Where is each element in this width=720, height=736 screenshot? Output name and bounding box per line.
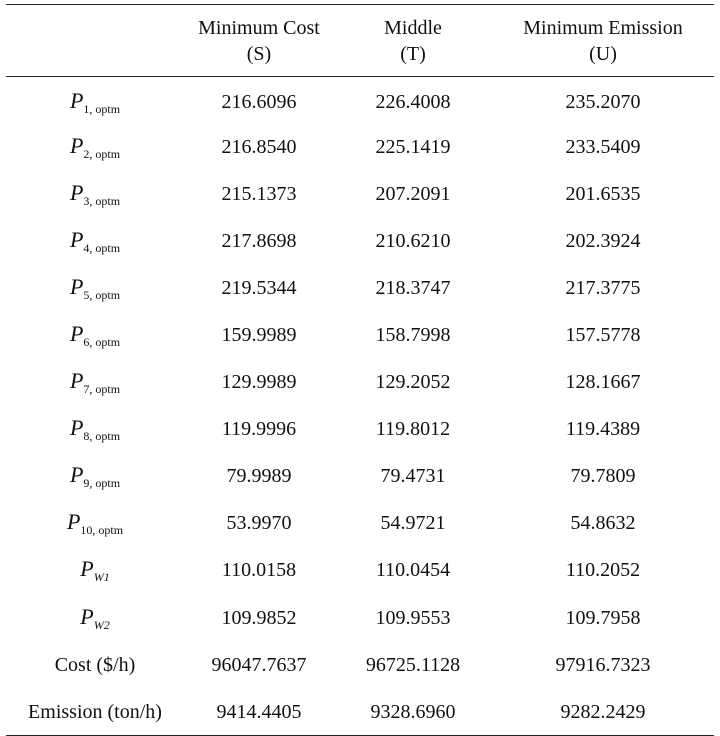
cell-middle: 79.4731 (380, 465, 446, 488)
row-label: $P_{2, optm}$ (69, 132, 121, 161)
cell-min-cost: 53.9970 (226, 512, 292, 535)
header-min-emission (492, 5, 714, 77)
table-row (6, 453, 714, 500)
row-label: $P_{7, optm}$ (69, 368, 121, 397)
table-row (6, 124, 714, 171)
table-row (6, 406, 714, 453)
cell-min-cost: 79.9989 (226, 465, 292, 488)
cost-row (6, 642, 714, 689)
cell-min-emission: 119.4389 (565, 418, 641, 441)
row-label: $P_{5, optm}$ (69, 273, 121, 302)
cell-min-emission: 217.3775 (565, 276, 641, 299)
row-label: $P_{3, optm}$ (69, 179, 121, 208)
header-min-cost (184, 5, 334, 77)
header-code: (T) (400, 42, 426, 65)
cell-min-cost: 217.8698 (221, 229, 297, 252)
table-row (6, 500, 714, 547)
cell-min-cost: 215.1373 (221, 182, 297, 205)
cell-min-emission: 128.1667 (565, 371, 641, 394)
cell-middle: 109.9553 (375, 606, 451, 629)
cell-middle: 225.1419 (375, 135, 451, 158)
cell-min-emission: 54.8632 (570, 512, 636, 535)
header-row (6, 5, 714, 77)
cell-min-emission: 79.7809 (570, 465, 636, 488)
cell-min-cost: 119.9996 (221, 418, 297, 441)
cell-min-cost: 96047.7637 (211, 653, 307, 676)
cell-middle: 119.8012 (375, 418, 451, 441)
cell-middle: 218.3747 (375, 276, 451, 299)
header-code: (S) (246, 42, 272, 65)
cell-min-cost: 129.9989 (221, 371, 297, 394)
cell-min-emission: 9282.2429 (492, 689, 714, 736)
row-label: Cost ($/h) (54, 653, 136, 676)
cell-middle: 96725.1128 (365, 653, 461, 676)
table-row (6, 547, 714, 594)
table-row (6, 77, 714, 124)
emission-row (6, 689, 714, 736)
cell-min-emission: 97916.7323 (555, 653, 651, 676)
cell-min-cost: 9414.4405 (184, 689, 334, 736)
header-middle (334, 5, 492, 77)
table-row (6, 218, 714, 265)
table-row (6, 312, 714, 359)
cell-middle: 54.9721 (380, 512, 446, 535)
row-label: $P_{W1}$ (80, 556, 110, 585)
row-label: $P_{4, optm}$ (69, 226, 121, 255)
cell-min-cost: 216.6096 (221, 91, 297, 114)
header-name: Minimum Emission (523, 16, 683, 39)
row-label: Emission (ton/h) (6, 689, 184, 736)
row-label: $P_{9, optm}$ (69, 462, 121, 491)
cell-middle: 226.4008 (375, 91, 451, 114)
table-row (6, 595, 714, 642)
table-row (6, 171, 714, 218)
row-label: $P_{8, optm}$ (69, 415, 121, 444)
table-body (6, 77, 714, 736)
row-label: $P_{6, optm}$ (69, 321, 121, 350)
cell-min-emission: 235.2070 (565, 91, 641, 114)
cell-middle: 129.2052 (375, 371, 451, 394)
cell-min-emission: 110.2052 (565, 559, 641, 582)
row-label: $P_{1, optm}$ (69, 88, 121, 117)
cell-middle: 110.0454 (375, 559, 451, 582)
cell-min-cost: 110.0158 (221, 559, 297, 582)
cell-min-emission: 109.7958 (565, 606, 641, 629)
cell-min-cost: 219.5344 (221, 276, 297, 299)
cell-min-emission: 157.5778 (565, 324, 641, 347)
cell-min-emission: 201.6535 (565, 182, 641, 205)
header-name: Middle (384, 16, 442, 39)
cell-middle: 9328.6960 (334, 689, 492, 736)
header-name: Minimum Cost (198, 16, 320, 39)
table-row (6, 359, 714, 406)
header-empty-cell (6, 5, 184, 77)
cell-min-emission: 233.5409 (565, 135, 641, 158)
cell-middle: 207.2091 (375, 182, 451, 205)
cell-min-cost: 216.8540 (221, 135, 297, 158)
table-row (6, 265, 714, 312)
row-label: $P_{W2}$ (80, 603, 110, 632)
cell-middle: 158.7998 (375, 324, 451, 347)
row-label: $P_{10, optm}$ (66, 509, 124, 538)
results-table (6, 4, 714, 736)
cell-min-cost: 109.9852 (221, 606, 297, 629)
header-code: (U) (589, 42, 617, 65)
cell-middle: 210.6210 (375, 229, 451, 252)
cell-min-cost: 159.9989 (221, 324, 297, 347)
cell-min-emission: 202.3924 (565, 229, 641, 252)
